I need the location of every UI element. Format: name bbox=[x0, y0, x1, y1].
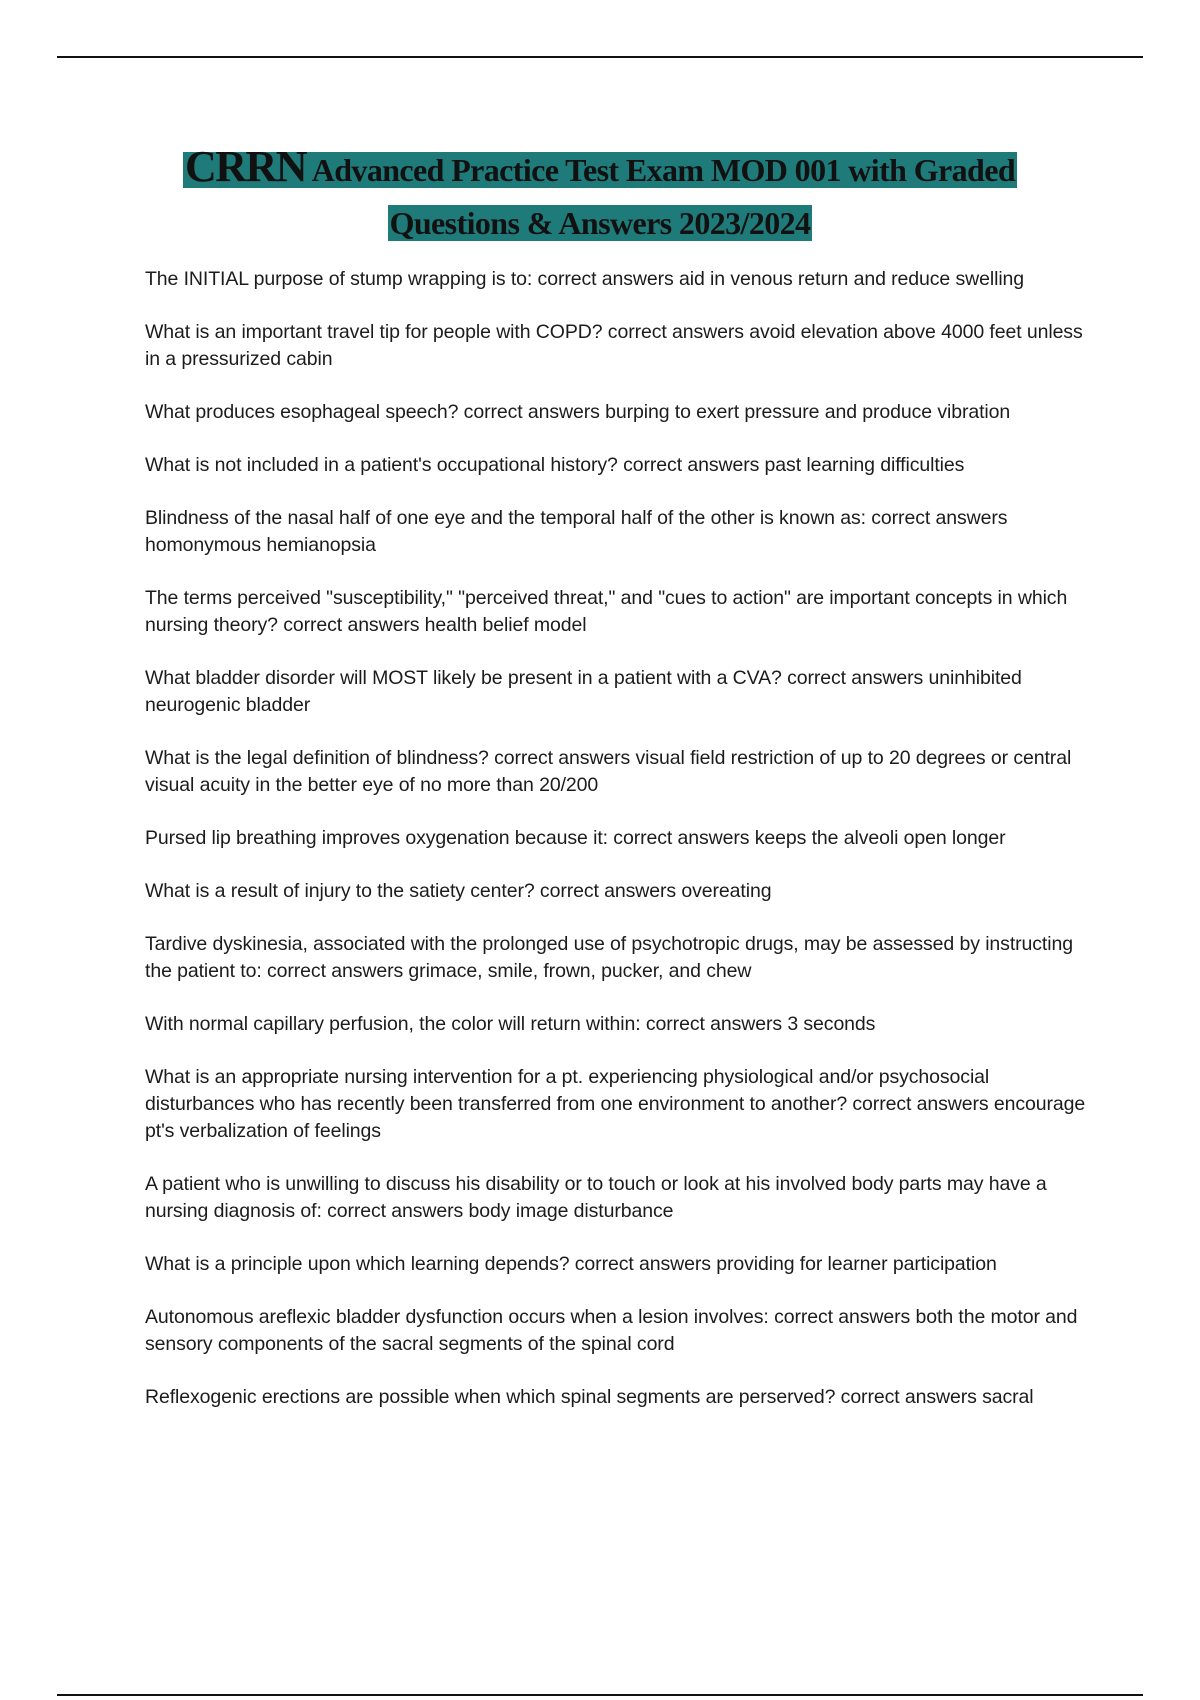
title-line-1 bbox=[183, 142, 1017, 191]
qa-item: The INITIAL purpose of stump wrapping is to: correct answers aid in venous return and reduce swelling bbox=[145, 268, 1025, 290]
qa-item: Autonomous areflexic bladder dysfunction occurs when a lesion involves: correct answers both the motor and sensory components of the sacral segments of the spinal cord bbox=[145, 1306, 1078, 1355]
qa-item: What is a result of injury to the satiety center? correct answers overeating bbox=[145, 880, 772, 902]
qa-item: What is the legal definition of blindness? correct answers visual field restriction of up to 20 degrees or central visual acuity in the better eye of no more than 20/200 bbox=[145, 747, 1072, 796]
qa-item: What bladder disorder will MOST likely be present in a patient with a CVA? correct answers uninhibited neurogenic bladder bbox=[145, 667, 1022, 716]
title-lead: CRRN bbox=[184, 142, 307, 191]
qa-item: What is not included in a patient's occupational history? correct answers past learning difficulties bbox=[145, 454, 965, 476]
top-rule bbox=[57, 56, 1143, 58]
title-line-2: Questions & Answers 2023/2024 bbox=[389, 205, 811, 241]
qa-item: The terms perceived "susceptibility," "perceived threat," and "cues to action" are important concepts in which nursing theory? correct answers health belief model bbox=[145, 587, 1068, 636]
qa-item: A patient who is unwilling to discuss his disability or to touch or look at his involved body parts may have a nursing diagnosis of: correct answers body image disturbance bbox=[145, 1173, 1047, 1222]
qa-item: Blindness of the nasal half of one eye and the temporal half of the other is known as: correct answers homonymous hemianopsia bbox=[145, 507, 1008, 556]
qa-item: What is an appropriate nursing intervention for a pt. experiencing physiological and/or psychosocial disturbances who has recently been transferred from one environment to another? correct answers encourage pt's verbalization of feelings bbox=[145, 1066, 1086, 1142]
qa-item: Tardive dyskinesia, associated with the prolonged use of psychotropic drugs, may be assessed by instructing the patient to: correct answers grimace, smile, frown, pucker, and chew bbox=[145, 933, 1073, 982]
qa-list bbox=[145, 266, 1095, 1437]
qa-item: Reflexogenic erections are possible when which spinal segments are perserved? correct answers sacral bbox=[145, 1386, 1034, 1408]
title-rest: Advanced Practice Test Exam MOD 001 with Graded bbox=[311, 152, 1016, 188]
document-title bbox=[100, 144, 1100, 253]
qa-item: What is an important travel tip for people with COPD? correct answers avoid elevation above 4000 feet unless in a pressurized cabin bbox=[145, 321, 1083, 370]
qa-item: Pursed lip breathing improves oxygenation because it: correct answers keeps the alveoli open longer bbox=[145, 827, 1006, 849]
bottom-rule bbox=[57, 1694, 1143, 1696]
qa-item: With normal capillary perfusion, the color will return within: correct answers 3 seconds bbox=[145, 1013, 876, 1035]
qa-item: What produces esophageal speech? correct answers burping to exert pressure and produce vibration bbox=[145, 401, 1011, 423]
qa-item: What is a principle upon which learning depends? correct answers providing for learner participation bbox=[145, 1253, 997, 1275]
